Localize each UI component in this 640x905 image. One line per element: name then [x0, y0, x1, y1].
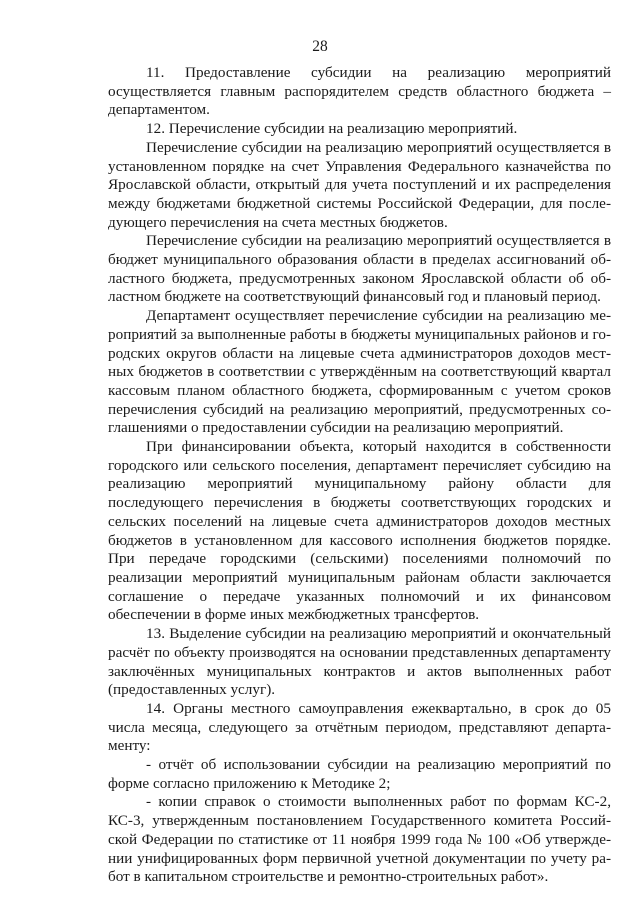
paragraph-12-heading: 12. Перечисление субсидии на реализацию мероприятий. [146, 120, 518, 138]
list-item-certificates: - копии справок о стоимости выполненных работ по формам КС-2, КС-3, утвержденным постановлением Государственного комитета Российской Федерации по статистике от 11 ноября 1999 года № 100 «Об утверждении унифицированных форм первичной учетной документации по учету работ в капитальном строительстве и ремонтно-строительных работ». [108, 793, 611, 886]
paragraph-transfer-account: Перечисление субсидии на реализацию мероприятий осуществляется в установленном порядке на счет Управления Федерального казначейства по Ярославской области, открытый для учета поступлений и их распределения между бюджетами бюджетной системы Российской Федерации, для последующего перечисления на счета местных бюджетов. [108, 138, 611, 231]
list-item-report: - отчёт об использовании субсидии на реализацию мероприятий по форме согласно приложению к Методике 2; [108, 756, 611, 792]
page-number: 28 [312, 38, 328, 55]
paragraph-11: 11. Предоставление субсидии на реализацию мероприятий осуществляется главным распорядителем средств областного бюджета – департаментом. [108, 64, 611, 119]
paragraph-settlement-financing: При финансировании объекта, который находится в собственности городского или сельского поселения, департамент перечисляет субсидию на реализацию мероприятий муниципальному району области для последующего перечисления в бюджеты соответствующих городских и сельских поселений на лицевые счета администраторов доходов местных бюджетов в установленном для кассового исполнения бюджетов порядке. При передаче городскими (сельскими) поселениями полномочий по реализации мероприятий муниципальным районам области заключается соглашение о передаче указанных полномочий и их финансовом обеспечении в форме иных межбюджетных трансфертов. [108, 438, 611, 624]
document-body [108, 64, 611, 887]
paragraph-transfer-budget: Перечисление субсидии на реализацию мероприятий осуществляется в бюджет муниципального образования области в пределах ассигнований областного бюджета, предусмотренных законом Ярославской области об областном бюджете на соответствующий финансовый год и плановый период. [108, 232, 611, 306]
paragraph-department-transfer: Департамент осуществляет перечисление субсидии на реализацию мероприятий за выполненные работы в бюджеты муниципальных районов и городских округов области на лицевые счета администраторов доходов местных бюджетов в соответствии с утверждённым на соответствующий квартал кассовым планом областного бюджета, сформированным с учетом сроков перечисления субсидий на реализацию мероприятий, предусмотренных соглашениями о предоставлении субсидии на реализацию мероприятий. [108, 307, 611, 437]
paragraph-13: 13. Выделение субсидии на реализацию мероприятий и окончательный расчёт по объекту производятся на основании представленных департаменту заключённых муниципальных контрактов и актов выполненных работ (предоставленных услуг). [108, 625, 611, 699]
paragraph-14: 14. Органы местного самоуправления ежеквартально, в срок до 05 числа месяца, следующего за отчётным периодом, представляют департаменту: [108, 699, 611, 755]
